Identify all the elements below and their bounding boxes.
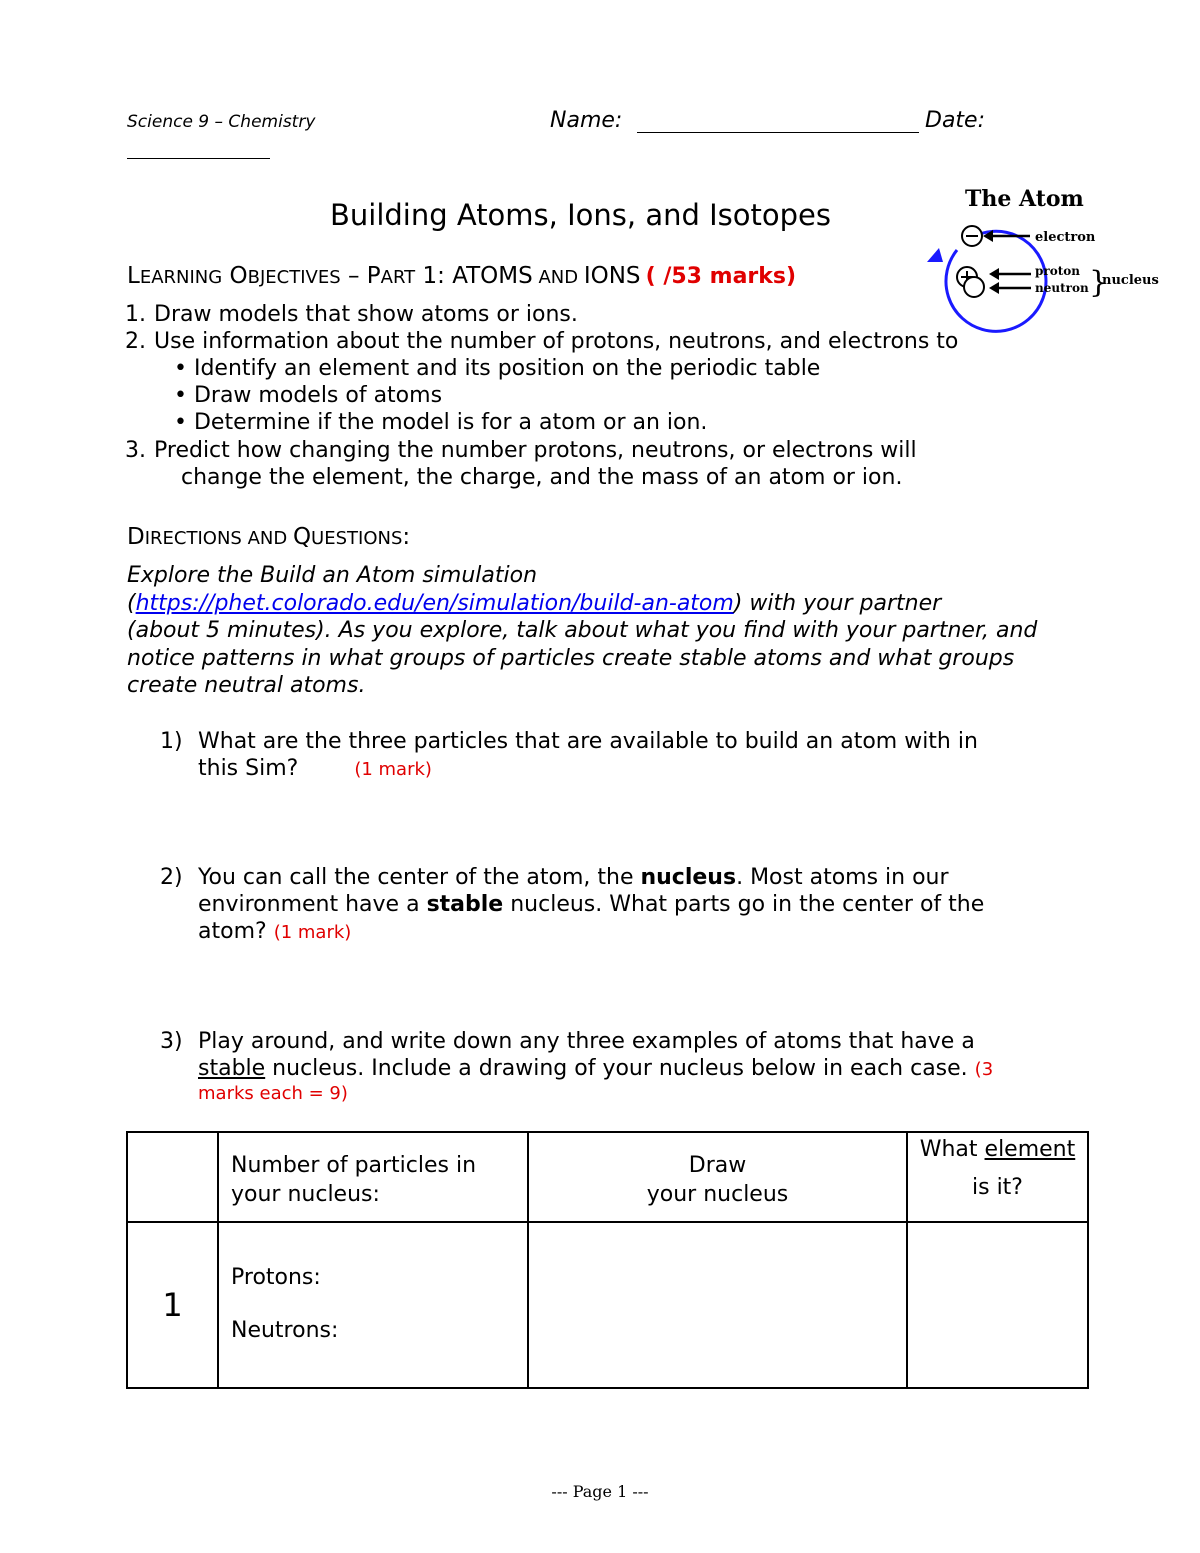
neutron-icon bbox=[964, 277, 984, 297]
list-item: 1. Draw models that show atoms or ions. bbox=[125, 302, 578, 327]
total-marks: ( /53 marks) bbox=[645, 264, 797, 289]
directions-heading: DIRECTIONS AND QUESTIONS: bbox=[127, 524, 411, 550]
date-label: Date: bbox=[925, 108, 985, 133]
page-title: Building Atoms, Ions, and Isotopes bbox=[330, 198, 831, 232]
list-item: 2. Use information about the number of protons, neutrons, and electrons to bbox=[125, 329, 959, 354]
list-item: • Draw models of atoms bbox=[174, 383, 443, 408]
list-item: change the element, the charge, and the mass of an atom or ion. bbox=[181, 465, 903, 490]
nucleus-brace-icon: } bbox=[1089, 265, 1109, 300]
neutron-label: neutron bbox=[1035, 281, 1089, 295]
list-item: • Determine if the model is for a atom or an ion. bbox=[174, 410, 708, 435]
row-index: 1 bbox=[127, 1222, 218, 1388]
list-item: • Identify an element and its position on the periodic table bbox=[174, 356, 821, 381]
list-item: 3. Predict how changing the number protons, neutrons, or electrons will bbox=[125, 438, 917, 463]
protons-label: Protons: bbox=[231, 1265, 321, 1290]
row-particles bbox=[218, 1222, 528, 1388]
intro-paragraph: Explore the Build an Atom simulation (https://phet.colorado.edu/en/simulation/build-an-atom) with your partner (about 5 minutes). As you explore, talk about what you find with your partner, and notice patterns in what groups of particles create stable atoms and what groups create neutral atoms. bbox=[127, 563, 1038, 698]
name-blank[interactable] bbox=[637, 132, 919, 133]
question-3: 3) Play around, and write down any three examples of atoms that have a stable nucleus. Include a drawing of your nucleus below in each case. (3 marks each = 9) bbox=[160, 1029, 994, 1104]
table-header-particles: Number of particles in your nucleus: bbox=[218, 1132, 528, 1222]
question-1: 1) What are the three particles that are available to build an atom with in this Sim? (1 mark) bbox=[160, 729, 978, 781]
element-answer-cell[interactable] bbox=[907, 1222, 1088, 1388]
table-header-draw: Draw your nucleus bbox=[528, 1132, 907, 1222]
date-blank[interactable] bbox=[127, 158, 270, 159]
neutrons-label: Neutrons: bbox=[231, 1318, 339, 1343]
course-label: Science 9 – Chemistry bbox=[127, 112, 316, 132]
table-header-row bbox=[127, 1132, 1088, 1222]
simulation-link[interactable]: https://phet.colorado.edu/en/simulation/build-an-atom bbox=[135, 590, 734, 616]
question-2: 2) You can call the center of the atom, the nucleus. Most atoms in our environment have a stable nucleus. What parts go in the center of the atom? (1 mark) bbox=[160, 865, 985, 944]
draw-nucleus-cell[interactable] bbox=[528, 1222, 907, 1388]
nucleus-label: nucleus bbox=[1102, 273, 1159, 288]
page-footer: --- Page 1 --- bbox=[551, 1482, 649, 1501]
atom-title: The Atom bbox=[965, 186, 1084, 212]
table-header-element: What element is it? bbox=[907, 1132, 1088, 1222]
orbit-arrowhead bbox=[927, 248, 943, 262]
name-label: Name: bbox=[550, 108, 623, 133]
proton-label: proton bbox=[1035, 264, 1080, 278]
electron-label: electron bbox=[1035, 230, 1096, 245]
objectives-heading: LEARNING OBJECTIVES – PART 1: ATOMS AND IONS ( /53 marks) bbox=[127, 263, 797, 289]
table-header-index bbox=[127, 1132, 218, 1222]
table-row bbox=[127, 1222, 1088, 1388]
nucleus-table bbox=[126, 1131, 1089, 1389]
objectives-list bbox=[92, 301, 1072, 491]
